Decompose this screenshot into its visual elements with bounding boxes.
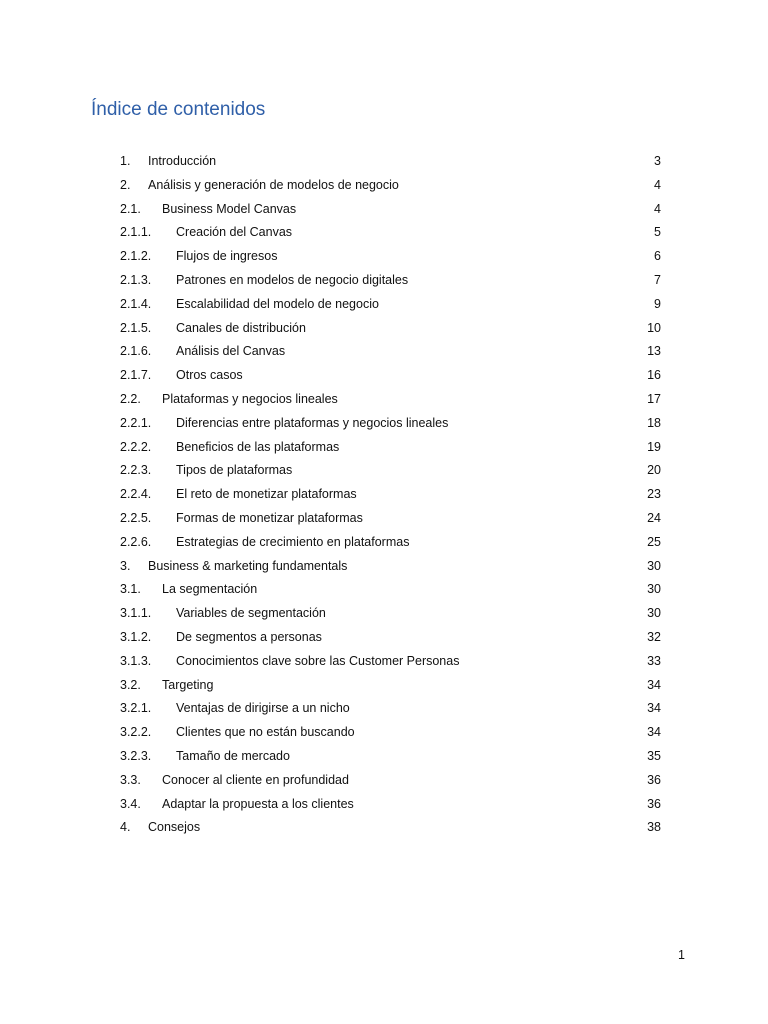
toc-entry-title: Ventajas de dirigirse a un nicho <box>176 701 350 716</box>
toc-entry[interactable] <box>0 578 768 602</box>
toc-entry-page: 10 <box>647 320 661 335</box>
toc-entry-title: La segmentación <box>162 582 258 597</box>
toc-entry-title: Tamaño de mercado <box>176 748 290 763</box>
toc-entry-title: Business Model Canvas <box>162 201 297 216</box>
toc-entry-page: 4 <box>654 201 661 216</box>
toc-entry[interactable] <box>0 745 768 769</box>
toc-entry-title: Business & marketing fundamentals <box>148 558 348 573</box>
toc-entry-title: Adaptar la propuesta a los clientes <box>162 796 354 811</box>
toc-entry-page: 34 <box>647 701 661 716</box>
toc-entry-page: 34 <box>647 725 661 740</box>
toc-entry[interactable] <box>0 340 768 364</box>
toc-entry-page: 5 <box>654 225 661 240</box>
toc-entry-title: Introducción <box>148 154 217 168</box>
toc-entry-page: 35 <box>647 748 661 763</box>
toc-entry[interactable] <box>0 602 768 626</box>
toc-entry-title: Otros casos <box>176 368 243 383</box>
toc-entry-title: Estrategias de crecimiento en plataformas <box>176 534 410 549</box>
toc-entry-title: Variables de segmentación <box>176 606 326 621</box>
toc-entry-number: 4. <box>120 820 131 835</box>
toc-entry-number: 2.1.3. <box>120 272 152 287</box>
toc-entry-number: 3.2.3. <box>120 748 152 763</box>
toc-entry-number: 2.2.2. <box>120 439 152 454</box>
toc-entry[interactable] <box>0 221 768 245</box>
toc-entry-page: 23 <box>647 487 661 502</box>
toc-entry-title: Escalabilidad del modelo de negocio <box>176 296 379 311</box>
toc-entry[interactable] <box>0 269 768 293</box>
toc-entry[interactable] <box>0 317 768 341</box>
toc-entry[interactable] <box>0 793 768 817</box>
toc-entry-title: Consejos <box>148 820 201 835</box>
toc-entry-page: 33 <box>647 653 661 668</box>
toc-entry-title: Canales de distribución <box>176 320 306 335</box>
toc-entry-page: 7 <box>654 272 661 287</box>
toc-entry-number: 2.2.5. <box>120 510 152 525</box>
toc-heading: Índice de contenidos <box>91 99 266 120</box>
toc-entry-page: 9 <box>654 296 661 311</box>
toc-entry-page: 30 <box>647 558 661 573</box>
toc-entry-number: 2. <box>120 177 131 192</box>
toc-entry-title: Creación del Canvas <box>176 225 293 240</box>
toc-entry[interactable] <box>0 721 768 745</box>
toc-entry-number: 3.1. <box>120 582 141 597</box>
toc-entry[interactable] <box>0 150 768 174</box>
toc-entry[interactable] <box>0 483 768 507</box>
toc-entry[interactable] <box>0 198 768 222</box>
toc-entry-page: 13 <box>647 344 661 359</box>
toc-entry-number: 3.2. <box>120 677 141 692</box>
toc-entry-number: 2.1.6. <box>120 344 152 359</box>
toc-entry-page: 18 <box>647 415 661 430</box>
toc-entry-page: 24 <box>647 510 661 525</box>
toc-entry[interactable] <box>0 364 768 388</box>
toc-entry-title: Plataformas y negocios lineales <box>162 391 338 406</box>
toc-entry-page: 25 <box>647 534 661 549</box>
toc-entry[interactable] <box>0 531 768 555</box>
toc-entry-page: 20 <box>647 463 661 478</box>
toc-entry-page: 38 <box>647 820 661 835</box>
toc-entry-number: 3.1.2. <box>120 629 152 644</box>
toc-entry[interactable] <box>0 816 768 840</box>
toc-entry-title: Conocer al cliente en profundidad <box>162 772 349 787</box>
toc-entry[interactable] <box>0 293 768 317</box>
toc-entry-number: 3. <box>120 558 131 573</box>
toc-entry-page: 30 <box>647 582 661 597</box>
toc-entry-number: 2.2.6. <box>120 534 152 549</box>
toc-entry-number: 2.2. <box>120 391 141 406</box>
toc-entry-title: Flujos de ingresos <box>176 249 278 264</box>
toc-entry[interactable] <box>0 459 768 483</box>
toc-entry-number: 2.2.3. <box>120 463 152 478</box>
toc-entry-title: El reto de monetizar plataformas <box>176 487 357 502</box>
toc-entry-title: Análisis y generación de modelos de negocio <box>148 177 399 192</box>
toc-entry-title: De segmentos a personas <box>176 629 322 644</box>
toc-entry-page: 30 <box>647 606 661 621</box>
toc-entry[interactable] <box>0 555 768 579</box>
toc-entry-number: 1. <box>120 154 131 168</box>
toc-entry-number: 3.1.1. <box>120 606 152 621</box>
toc-entry[interactable] <box>0 245 768 269</box>
toc-entry-title: Beneficios de las plataformas <box>176 439 340 454</box>
toc-entry-number: 2.2.4. <box>120 487 152 502</box>
toc-entry-title: Diferencias entre plataformas y negocios lineales <box>176 415 449 430</box>
toc-entry-number: 3.4. <box>120 796 141 811</box>
toc-entry-page: 36 <box>647 772 661 787</box>
toc-entry-number: 2.1.2. <box>120 249 152 264</box>
toc-entry[interactable] <box>0 626 768 650</box>
toc-entry-page: 17 <box>647 391 661 406</box>
toc-entry[interactable] <box>0 174 768 198</box>
toc-entry-page: 36 <box>647 796 661 811</box>
toc-entry[interactable] <box>0 412 768 436</box>
toc-entry-page: 6 <box>654 249 661 264</box>
page-number: 1 <box>678 948 685 962</box>
toc-entry-page: 19 <box>647 439 661 454</box>
toc-entry-number: 2.1.5. <box>120 320 152 335</box>
toc-entry-title: Tipos de plataformas <box>176 463 293 478</box>
toc-entry[interactable] <box>0 388 768 412</box>
toc-entry-page: 32 <box>647 629 661 644</box>
toc-entry-number: 2.1.1. <box>120 225 152 240</box>
toc-entry[interactable] <box>0 769 768 793</box>
toc-entry-number: 2.1.4. <box>120 296 152 311</box>
toc-entry[interactable] <box>0 674 768 698</box>
toc-entry-title: Análisis del Canvas <box>176 344 286 359</box>
toc-entry-number: 3.3. <box>120 772 141 787</box>
toc-entry-page: 3 <box>654 154 661 168</box>
toc-entry-number: 3.2.2. <box>120 725 152 740</box>
toc-entry-title: Clientes que no están buscando <box>176 725 355 740</box>
toc-list <box>0 150 768 840</box>
toc-entry-number: 2.2.1. <box>120 415 152 430</box>
toc-entry-page: 34 <box>647 677 661 692</box>
toc-entry-number: 2.1.7. <box>120 368 152 383</box>
toc-entry-number: 2.1. <box>120 201 141 216</box>
toc-entry[interactable] <box>0 650 768 674</box>
toc-entry-page: 16 <box>647 368 661 383</box>
toc-entry-number: 3.1.3. <box>120 653 152 668</box>
toc-entry[interactable] <box>0 697 768 721</box>
toc-entry-title: Patrones en modelos de negocio digitales <box>176 272 409 287</box>
toc-entry-title: Formas de monetizar plataformas <box>176 510 363 525</box>
toc-entry[interactable] <box>0 507 768 531</box>
toc-entry[interactable] <box>0 436 768 460</box>
toc-entry-title: Conocimientos clave sobre las Customer Personas <box>176 653 460 668</box>
toc-entry-page: 4 <box>654 177 661 192</box>
toc-entry-number: 3.2.1. <box>120 701 152 716</box>
toc-entry-title: Targeting <box>162 677 214 692</box>
